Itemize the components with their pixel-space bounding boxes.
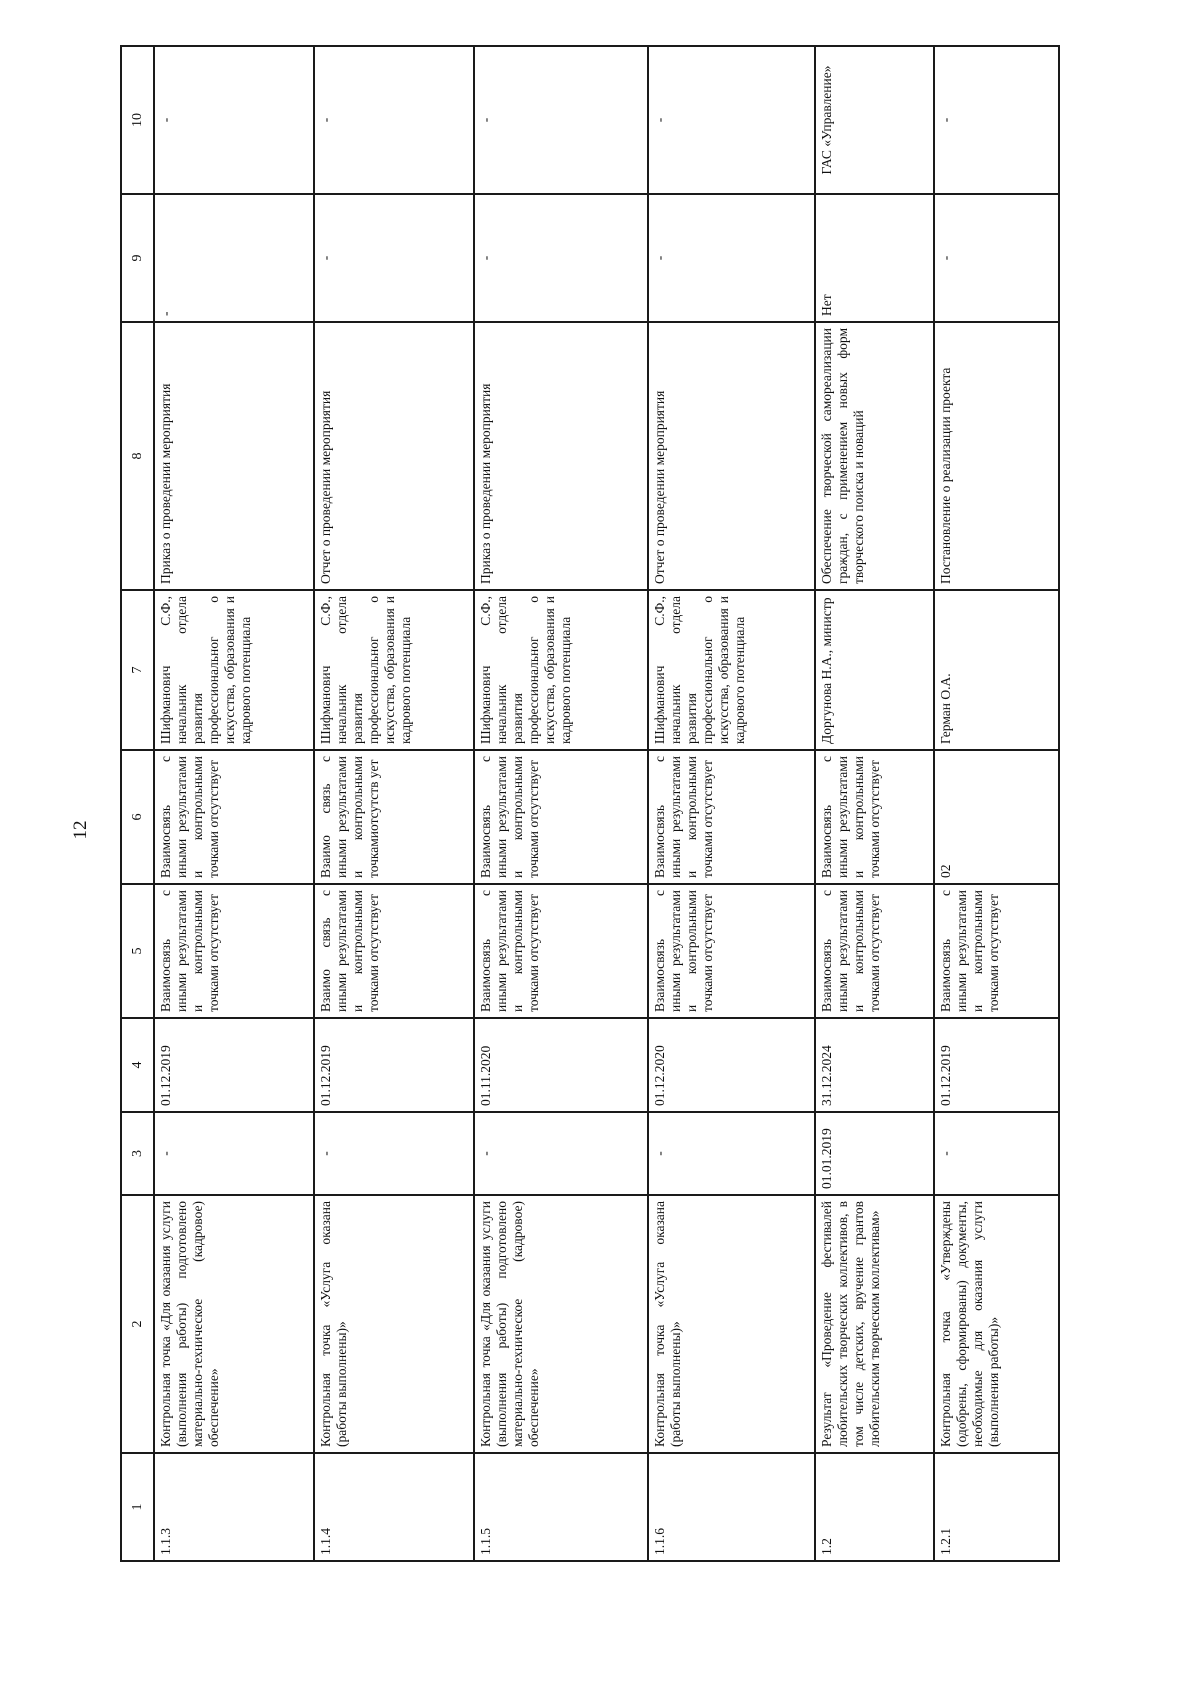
start-date: - <box>314 1112 474 1195</box>
rotated-landscape-page <box>120 47 1060 1562</box>
row-number: 1.2 <box>815 1453 934 1561</box>
information-system: - <box>648 46 816 194</box>
row-title: Результат «Проведение фестивалей любительских творческих коллективов, в том числе детских, вручение грантов любительским творческим коллективам» <box>815 1195 934 1453</box>
information-system: ГАС «Управление» <box>815 46 934 194</box>
result-description: Отчет о проведении мероприятия <box>648 322 816 590</box>
predecessor-link: Взаимосвязь с иными результатами и контрольными точками отсутствует <box>934 884 1059 1018</box>
result-description: Обеспечение творческой самореализации граждан, с применением новых форм творческого поиска и новаций <box>815 322 934 590</box>
start-date: - <box>154 1112 314 1195</box>
end-date: 01.12.2019 <box>934 1018 1059 1112</box>
table-row <box>934 46 1059 1561</box>
table-header-row <box>121 46 154 1561</box>
row-title: Контрольная точка «Услуга оказана (работы выполнены)» <box>648 1195 816 1453</box>
responsible-person: Шифманович С.Ф., начальник отдела развития профессиональног о искусства, образования и кадрового потенциала <box>474 590 648 750</box>
row-title: Контрольная точка «Утверждены (одобрены, сформированы) документы, необходимые для оказания услуги (выполнения работы)» <box>934 1195 1059 1453</box>
row-title: Контрольная точка «Для оказания услуги (выполнения работы) подготовлено материально-техническое (кадровое) обеспечение» <box>154 1195 314 1453</box>
header-cell: 3 <box>121 1112 154 1195</box>
header-cell: 10 <box>121 46 154 194</box>
page-number: 12 <box>70 820 91 840</box>
information-system: - <box>474 46 648 194</box>
level-of-control: - <box>314 194 474 322</box>
level-of-control: Нет <box>815 194 934 322</box>
information-system: - <box>314 46 474 194</box>
successor-link: Взаимосвязь с иными результатами и контрольными точками отсутствует <box>474 750 648 884</box>
level-of-control: - <box>934 194 1059 322</box>
row-number: 1.1.6 <box>648 1453 816 1561</box>
start-date: - <box>648 1112 816 1195</box>
responsible-person: Шифманович С.Ф., начальник отдела развития профессиональног о искусства, образования и кадрового потенциала <box>648 590 816 750</box>
header-cell: 2 <box>121 1195 154 1453</box>
result-description: Отчет о проведении мероприятия <box>314 322 474 590</box>
table-row <box>314 46 474 1561</box>
row-number: 1.1.3 <box>154 1453 314 1561</box>
end-date: 01.12.2020 <box>648 1018 816 1112</box>
successor-link: 02 <box>934 750 1059 884</box>
level-of-control: - <box>648 194 816 322</box>
information-system: - <box>934 46 1059 194</box>
predecessor-link: Взаимосвязь с иными результатами и контрольными точками отсутствует <box>474 884 648 1018</box>
header-cell: 7 <box>121 590 154 750</box>
start-date: - <box>474 1112 648 1195</box>
header-cell: 8 <box>121 322 154 590</box>
header-cell: 1 <box>121 1453 154 1561</box>
end-date: 01.12.2019 <box>314 1018 474 1112</box>
end-date: 31.12.2024 <box>815 1018 934 1112</box>
responsible-person: Доргунова Н.А., министр <box>815 590 934 750</box>
schedule-table <box>120 45 1060 1562</box>
responsible-person: Шифманович С.Ф., начальник отдела развития профессиональног о искусства, образования и кадрового потенциала <box>154 590 314 750</box>
header-cell: 5 <box>121 884 154 1018</box>
responsible-person: Шифманович С.Ф., начальник отдела развития профессиональног о искусства, образования и кадрового потенциала <box>314 590 474 750</box>
result-description: Постановление о реализации проекта <box>934 322 1059 590</box>
predecessor-link: Взаимосвязь с иными результатами и контрольными точками отсутствует <box>815 884 934 1018</box>
end-date: 01.11.2020 <box>474 1018 648 1112</box>
table-row <box>815 46 934 1561</box>
level-of-control: - <box>474 194 648 322</box>
end-date: 01.12.2019 <box>154 1018 314 1112</box>
successor-link: Взаимо связь с иными результатами и контрольными точкамиотсутств ует <box>314 750 474 884</box>
row-number: 1.2.1 <box>934 1453 1059 1561</box>
responsible-person: Герман О.А. <box>934 590 1059 750</box>
predecessor-link: Взаимосвязь с иными результатами и контрольными точками отсутствует <box>648 884 816 1018</box>
table-row <box>154 46 314 1561</box>
table-row <box>648 46 816 1561</box>
header-cell: 4 <box>121 1018 154 1112</box>
result-description: Приказ о проведении мероприятия <box>154 322 314 590</box>
level-of-control: - <box>154 194 314 322</box>
table-row <box>474 46 648 1561</box>
start-date: 01.01.2019 <box>815 1112 934 1195</box>
row-number: 1.1.5 <box>474 1453 648 1561</box>
start-date: - <box>934 1112 1059 1195</box>
header-cell: 9 <box>121 194 154 322</box>
row-title: Контрольная точка «Для оказания услуги (выполнения работы) подготовлено материально-техническое (кадровое) обеспечение» <box>474 1195 648 1453</box>
successor-link: Взаимосвязь с иными результатами и контрольными точками отсутствует <box>648 750 816 884</box>
information-system: - <box>154 46 314 194</box>
successor-link: Взаимосвязь с иными результатами и контрольными точками отсутствует <box>154 750 314 884</box>
predecessor-link: Взаимо связь с иными результатами и контрольными точками отсутствует <box>314 884 474 1018</box>
header-cell: 6 <box>121 750 154 884</box>
row-number: 1.1.4 <box>314 1453 474 1561</box>
result-description: Приказ о проведении мероприятия <box>474 322 648 590</box>
successor-link: Взаимосвязь с иными результатами и контрольными точками отсутствует <box>815 750 934 884</box>
row-title: Контрольная точка «Услуга оказана (работы выполнены)» <box>314 1195 474 1453</box>
predecessor-link: Взаимосвязь с иными результатами и контрольными точками отсутствует <box>154 884 314 1018</box>
